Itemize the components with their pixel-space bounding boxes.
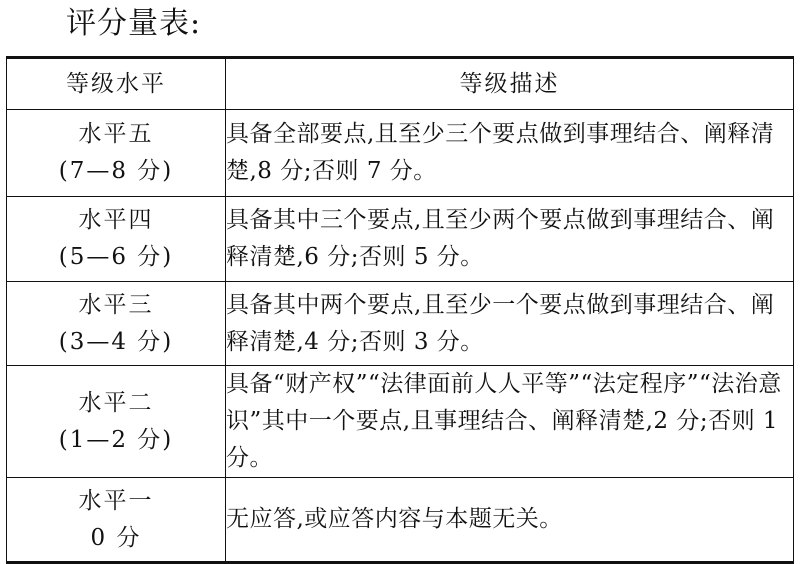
description-cell [226, 282, 794, 366]
level-cell [7, 478, 226, 563]
table-row [7, 197, 794, 282]
level-description: 无应答,或应答内容与本题无关。 [226, 506, 563, 532]
level-description: 具备其中两个要点,且至少一个要点做到事理结合、阐释清楚,4 分;否则 3 分。 [226, 291, 775, 355]
level-score-range: (3—4 分) [58, 328, 174, 355]
level-name: 水平五 [78, 121, 154, 147]
scoring-rubric-table [6, 56, 794, 564]
description-cell [226, 197, 794, 282]
level-score-range: (5—6 分) [58, 244, 174, 270]
table-row [7, 110, 794, 197]
level-score-range: 0 分 [90, 524, 142, 551]
description-cell [226, 366, 794, 478]
level-name: 水平四 [78, 207, 154, 233]
level-description: 具备其中三个要点,且至少两个要点做到事理结合、阐释清楚,6 分;否则 5 分。 [226, 207, 775, 270]
table-header-row [7, 58, 794, 110]
description-cell [226, 478, 794, 563]
description-cell [226, 110, 794, 197]
level-name: 水平二 [78, 389, 154, 416]
level-cell [7, 282, 226, 366]
header-description: 等级描述 [226, 58, 794, 110]
level-name: 水平一 [78, 487, 154, 514]
level-score-range: (1—2 分) [58, 426, 174, 453]
level-cell [7, 197, 226, 282]
table-row [7, 478, 794, 563]
level-cell [7, 110, 226, 197]
level-description: 具备全部要点,且至少三个要点做到事理结合、阐释清楚,8 分;否则 7 分。 [226, 121, 775, 184]
level-description: 具备“财产权”“法律面前人人平等”“法定程序”“法治意识”其中一个要点,且事理结合、阐释清楚,2 分;否则 1 分。 [226, 371, 782, 471]
page-title: 评分量表: [66, 6, 202, 41]
level-score-range: (7—8 分) [58, 158, 174, 184]
table-row [7, 366, 794, 478]
level-cell [7, 366, 226, 478]
table-row [7, 282, 794, 366]
header-level: 等级水平 [7, 58, 226, 110]
level-name: 水平三 [78, 291, 154, 318]
